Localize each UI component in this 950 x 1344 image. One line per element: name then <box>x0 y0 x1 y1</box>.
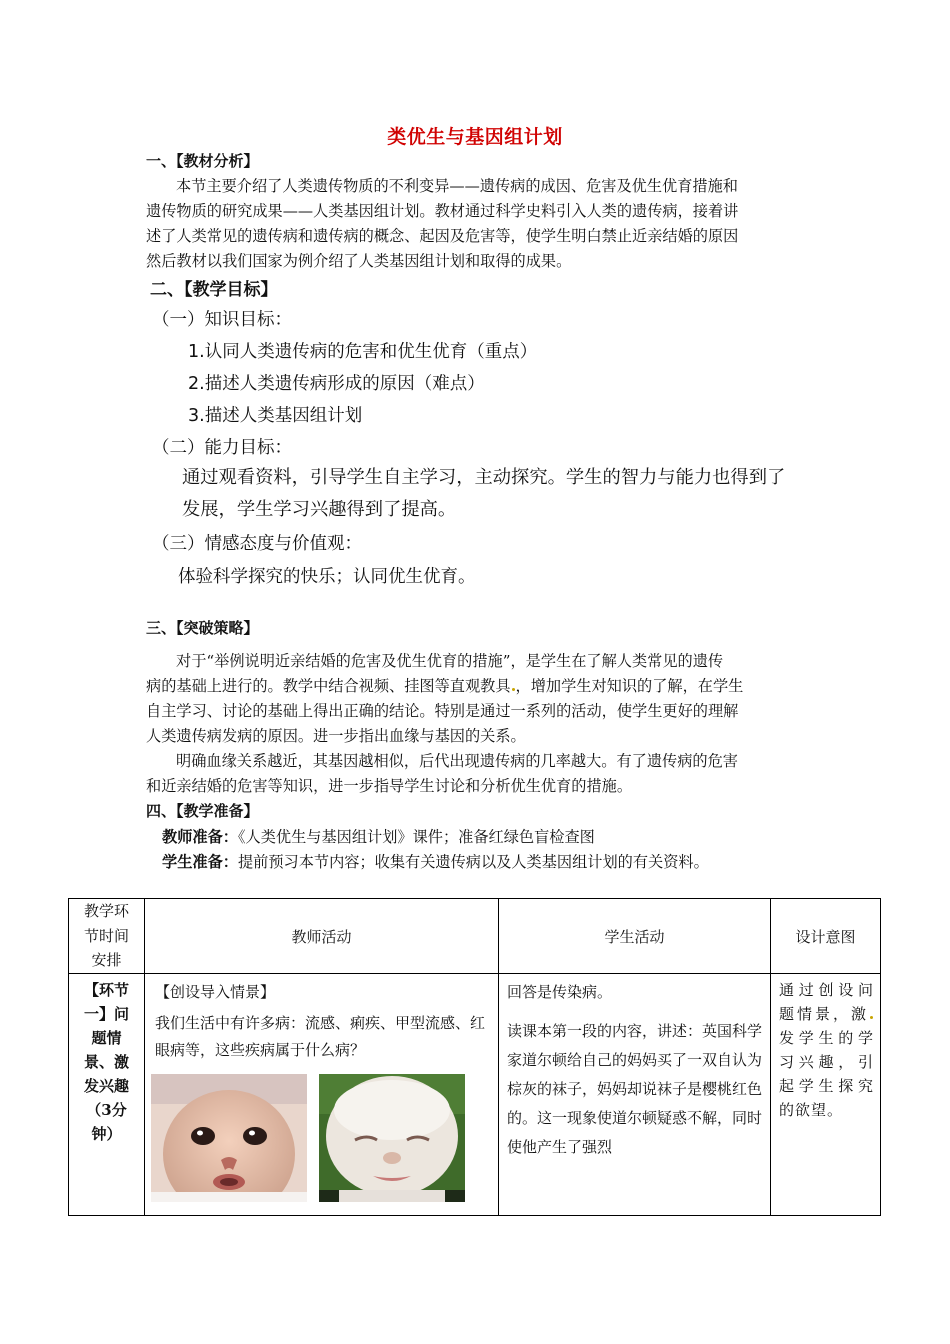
table-row <box>69 974 881 1216</box>
sec3-line-5: 明确血缘关系越近，其基因越相似，后代出现遗传病的几率越大。有了遗传病的危害 <box>176 752 738 770</box>
ability-line-2: 发展，学生学习兴趣得到了提高。 <box>182 499 457 520</box>
stage-line: 发兴趣 <box>83 1077 129 1095</box>
stage-line: 景、激 <box>83 1053 129 1071</box>
stage-line: 一】问 <box>83 1005 129 1023</box>
sec1-line-3: 述了人类常见的遗传病和遗传病的概念、起因及危害等，使学生明白禁止近亲结婚的原因 <box>146 227 739 245</box>
sec3-line-2b: ，增加学生对知识的了解，在学生 <box>515 677 744 695</box>
teacher-prep-label: 教师准备： <box>162 828 238 846</box>
sec3-line-3: 自主学习、讨论的基础上得出正确的结论。特别是通过一系列的活动，使学生更好的理解 <box>146 702 739 720</box>
lesson-plan-table <box>68 898 881 1216</box>
header-teacher-activity: 教师活动 <box>145 899 499 974</box>
ability-heading: （二）能力目标： <box>152 438 292 458</box>
student-answer: 回答是传染病。 <box>507 983 613 1001</box>
teacher-prep <box>162 825 595 850</box>
highlight-dot <box>512 688 515 691</box>
stage-cell <box>69 974 145 1216</box>
header-stage-line: 教学环 <box>83 902 129 921</box>
header-design-intent: 设计意图 <box>771 899 881 974</box>
stage-line: 钟） <box>91 1125 122 1143</box>
teacher-activity-text: 我们生活中有许多病：流感、痢疾、甲型流感、红眼病等，这些疾病属于什么病？ <box>155 1014 486 1059</box>
sec3-line-4: 人类遗传病发病的原因。进一步指出血缘与基因的关系。 <box>146 727 526 745</box>
sec3-line-2 <box>146 674 743 699</box>
sec3-line-1: 对于“举例说明近亲结婚的危害及优生优育的措施”，是学生在了解人类常见的遗传 <box>176 652 724 670</box>
header-student-activity: 学生活动 <box>499 899 771 974</box>
section4-heading: 四、【教学准备】 <box>146 802 259 820</box>
sec3-line-2a: 病的基础上进行的。教学中结合视频、挂图等直观教具 <box>146 677 511 695</box>
sec1-line-4: 然后教材以我们国家为例介绍了人类基因组计划和取得的成果。 <box>146 252 572 270</box>
student-prep-label: 学生准备： <box>162 853 238 871</box>
emotion-heading: （三）情感态度与价值观： <box>152 534 362 554</box>
sec1-line-1: 本节主要介绍了人类遗传物质的不利变异——遗传病的成因、危害及优生优育措施和 <box>176 177 738 195</box>
photo-row <box>155 1074 490 1204</box>
student-activity-text: 读课本第一段的内容，讲述：英国科学家道尔顿给自己的妈妈买了一双自认为棕灰的袜子，妈妈却说袜子是樱桃红色的。这一现象使道尔顿疑惑不解，同时使他产生了强烈 <box>507 1022 763 1156</box>
knowledge-item-2: 2.描述人类遗传病形成的原因（难点） <box>188 374 485 394</box>
child-photo <box>319 1074 465 1202</box>
knowledge-item-3: 3.描述人类基因组计划 <box>188 406 363 426</box>
header-stage-line: 安排 <box>91 951 122 970</box>
student-prep <box>162 850 709 875</box>
table-header-row <box>69 899 881 974</box>
section2-heading: 二、【教学目标】 <box>150 280 278 300</box>
baby-photo <box>151 1074 307 1202</box>
header-stage-line: 节时间 <box>83 926 129 945</box>
student-prep-text: 提前预习本节内容；收集有关遗传病以及人类基因组计划的有关资料。 <box>237 853 709 871</box>
design-intent-text-a: 通过创设问题情景，激 <box>779 981 874 1023</box>
stage-line: （3分 <box>86 1101 127 1119</box>
highlight-dot <box>870 1016 873 1019</box>
teacher-prep-text: 《人类优生与基因组计划》课件；准备红绿色盲检查图 <box>237 828 595 846</box>
sec3-line-6: 和近亲结婚的危害等知识，进一步指导学生讨论和分析优生优育的措施。 <box>146 777 632 795</box>
section1-heading: 一、【教材分析】 <box>146 152 259 170</box>
stage-line: 【环节 <box>83 981 129 999</box>
emotion-text: 体验科学探究的快乐；认同优生优育。 <box>178 567 476 587</box>
knowledge-item-1: 1.认同人类遗传病的危害和优生优育（重点） <box>188 342 538 362</box>
ability-line-1: 通过观看资料，引导学生自主学习，主动探究。学生的智力与能力也得到了 <box>182 467 786 488</box>
section3-heading: 三、【突破策略】 <box>146 619 259 637</box>
knowledge-heading: （一）知识目标： <box>152 310 292 330</box>
teacher-activity-title: 【创设导入情景】 <box>155 983 276 1001</box>
header-stage <box>69 899 145 974</box>
design-intent-cell <box>771 974 881 1216</box>
sec1-line-2: 遗传物质的研究成果——人类基因组计划。教材通过科学史料引入人类的遗传病，接着讲 <box>146 202 739 220</box>
student-activity-cell <box>499 974 771 1216</box>
document-title: 类优生与基因组计划 <box>387 126 563 148</box>
stage-line: 题情 <box>91 1029 122 1047</box>
teacher-activity-cell <box>145 974 499 1216</box>
design-intent-text-b: 发学生的学习兴趣，引起学生探究的欲望。 <box>779 1029 874 1119</box>
